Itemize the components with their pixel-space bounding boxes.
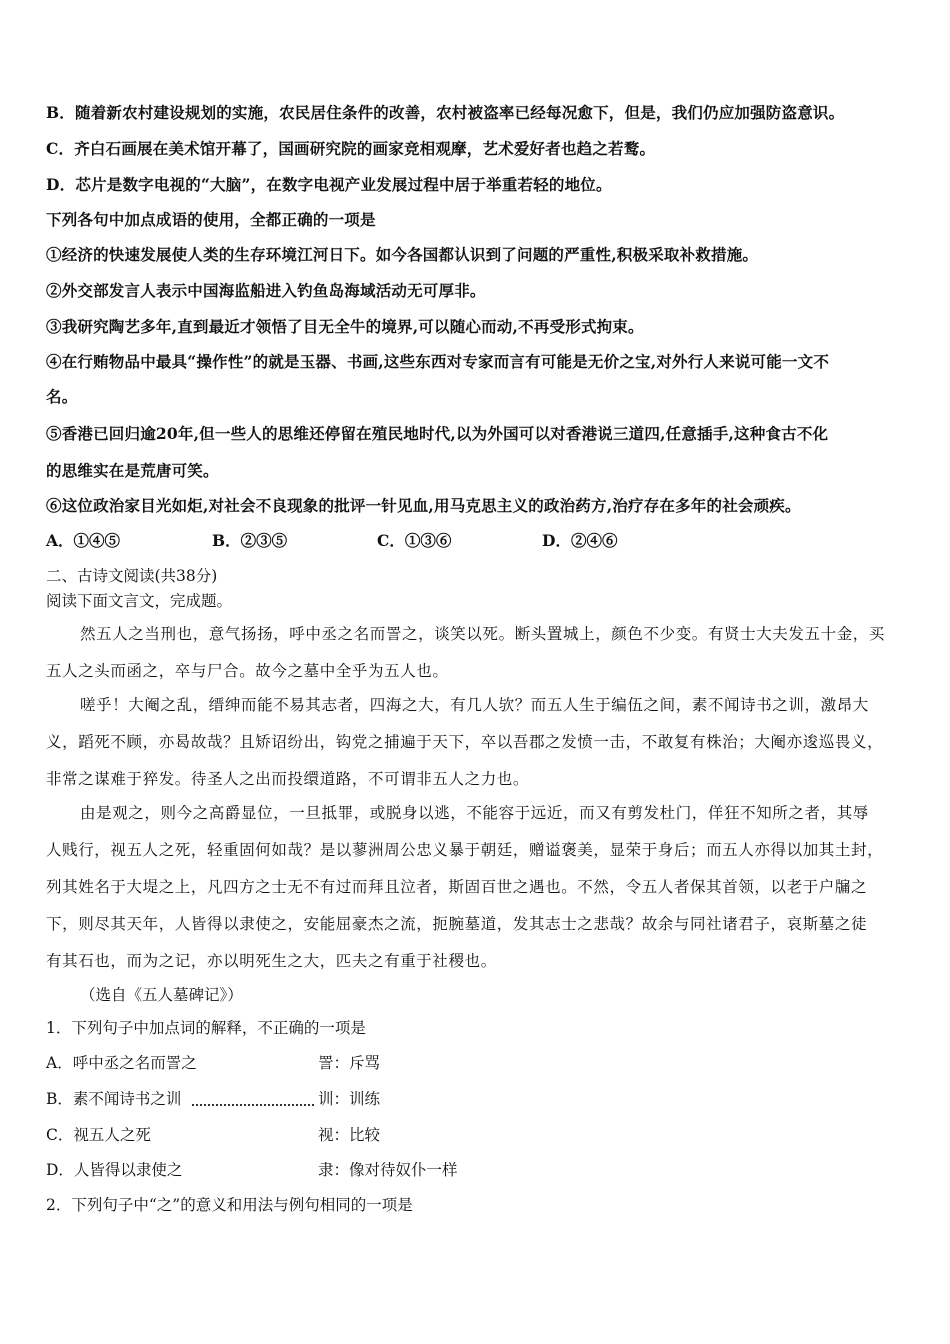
passage-p3-line4: 下，则尽其天年，人皆得以隶使之，安能屈豪杰之流，扼腕墓道，发其志士之悲哉？故余与同社诸君子，哀斯墓之徒 xyxy=(46,915,868,933)
choice-b: B．随着新农村建设规划的实施，农民居住条件的改善，农村被盗率已经每况愈下，但是，我们仍应加强防盗意识。 xyxy=(46,103,845,122)
idiom-sentence-4-line1: ④在行贿物品中最具“操作性”的就是玉器、书画,这些东西对专家而言有可能是无价之宝,对外行人来说可能一文不 xyxy=(46,352,830,371)
passage-p3-line3: 列其姓名于大堤之上，凡四方之士无不有过而拜且泣者，斯固百世之遇也。不然，令五人者保其首领，以老于户牖之 xyxy=(46,878,868,896)
choice-d: D．芯片是数字电视的“大脑”，在数字电视产业发展过程中居于举重若轻的地位。 xyxy=(46,175,612,194)
choice-c: C．齐白石画展在美术馆开幕了，国画研究院的画家竞相观摩，艺术爱好者也趋之若鹜。 xyxy=(46,139,656,158)
passage-p1-line2: 五人之头而函之，卒与尸合。故今之墓中全乎为五人也。 xyxy=(46,662,449,680)
reading-instruction: 阅读下面文言文，完成题。 xyxy=(46,592,233,610)
q1-option-a-gloss: 詈：斥骂 xyxy=(318,1054,381,1072)
question-1-stem: 1．下列句子中加点词的解释，不正确的一项是 xyxy=(46,1019,366,1037)
passage-p2-line1: 嗟乎！大阉之乱，缙绅而能不易其志者，四海之大，有几人欤？而五人生于编伍之间，素不闻诗书之训，激昂大 xyxy=(80,696,869,714)
q1-option-a: A．呼中丞之名而詈之 xyxy=(46,1054,197,1072)
passage-p1-line1: 然五人之当刑也，意气扬扬，呼中丞之名而詈之，谈笑以死。断头置城上，颜色不少变。有贤士大夫发五十金，买 xyxy=(80,625,886,643)
dotted-leader xyxy=(192,1104,314,1106)
passage-p3-line1: 由是观之，则今之高爵显位，一旦抵罪，或脱身以逃，不能容于远近，而又有剪发杜门，佯狂不知所之者，其辱 xyxy=(80,804,869,822)
q1-option-d: D．人皆得以隶使之 xyxy=(46,1161,183,1179)
idiom-option-d: D．②④⑥ xyxy=(542,531,618,550)
idiom-sentence-2: ②外交部发言人表示中国海监船进入钓鱼岛海域活动无可厚非。 xyxy=(46,281,486,300)
idiom-sentence-6: ⑥这位政治家目光如炬,对社会不良现象的批评一针见血,用马克思主义的政治药方,治疗存在多年的社会顽疾。 xyxy=(46,496,801,515)
idiom-option-a: A．①④⑤ xyxy=(46,531,121,550)
passage-p3-line2: 人贱行，视五人之死，轻重固何如哉？是以蓼洲周公忠义暴于朝廷，赠谥褒美，显荣于身后；而五人亦得以加其土封， xyxy=(46,841,884,859)
section-heading: 二、古诗文阅读(共38分) xyxy=(46,567,218,585)
q1-option-d-gloss: 隶：像对待奴仆一样 xyxy=(318,1161,458,1179)
passage-p2-line2: 义，蹈死不顾，亦曷故哉？且矫诏纷出，钩党之捕遍于天下，卒以吾郡之发愤一击，不敢复有株治；大阉亦逡巡畏义， xyxy=(46,733,884,751)
q1-option-b: B．素不闻诗书之训 xyxy=(46,1090,182,1108)
question-2-stem: 2．下列句子中“之”的意义和用法与例句相同的一项是 xyxy=(46,1196,413,1214)
q1-option-b-gloss: 训：训练 xyxy=(318,1090,381,1108)
idiom-sentence-3: ③我研究陶艺多年,直到最近才领悟了目无全牛的境界,可以随心而动,不再受形式拘束。 xyxy=(46,317,644,336)
passage-p3-line5: 有其石也，而为之记，亦以明死生之大，匹夫之有重于社稷也。 xyxy=(46,952,497,970)
idiom-question-stem: 下列各句中加点成语的使用，全都正确的一项是 xyxy=(46,210,376,229)
q1-option-c: C．视五人之死 xyxy=(46,1126,151,1144)
q1-option-c-gloss: 视：比较 xyxy=(318,1126,381,1144)
idiom-sentence-1: ①经济的快速发展使人类的生存环境江河日下。如今各国都认识到了问题的严重性,积极采取补救措施。 xyxy=(46,245,759,264)
idiom-option-b: B．②③⑤ xyxy=(212,531,288,550)
passage-p2-line3: 非常之谋难于猝发。待圣人之出而投缳道路，不可谓非五人之力也。 xyxy=(46,770,530,788)
idiom-sentence-5-line1: ⑤香港已回归逾20年,但一些人的思维还停留在殖民地时代,以为外国可以对香港说三道四,任意插手,这种食古不化 xyxy=(46,424,829,443)
idiom-sentence-5-line2: 的思维实在是荒唐可笑。 xyxy=(46,461,219,480)
passage-source: （选自《五人墓碑记》） xyxy=(80,986,243,1004)
idiom-sentence-4-line2: 名。 xyxy=(46,387,78,406)
idiom-option-c: C．①③⑥ xyxy=(377,531,452,550)
